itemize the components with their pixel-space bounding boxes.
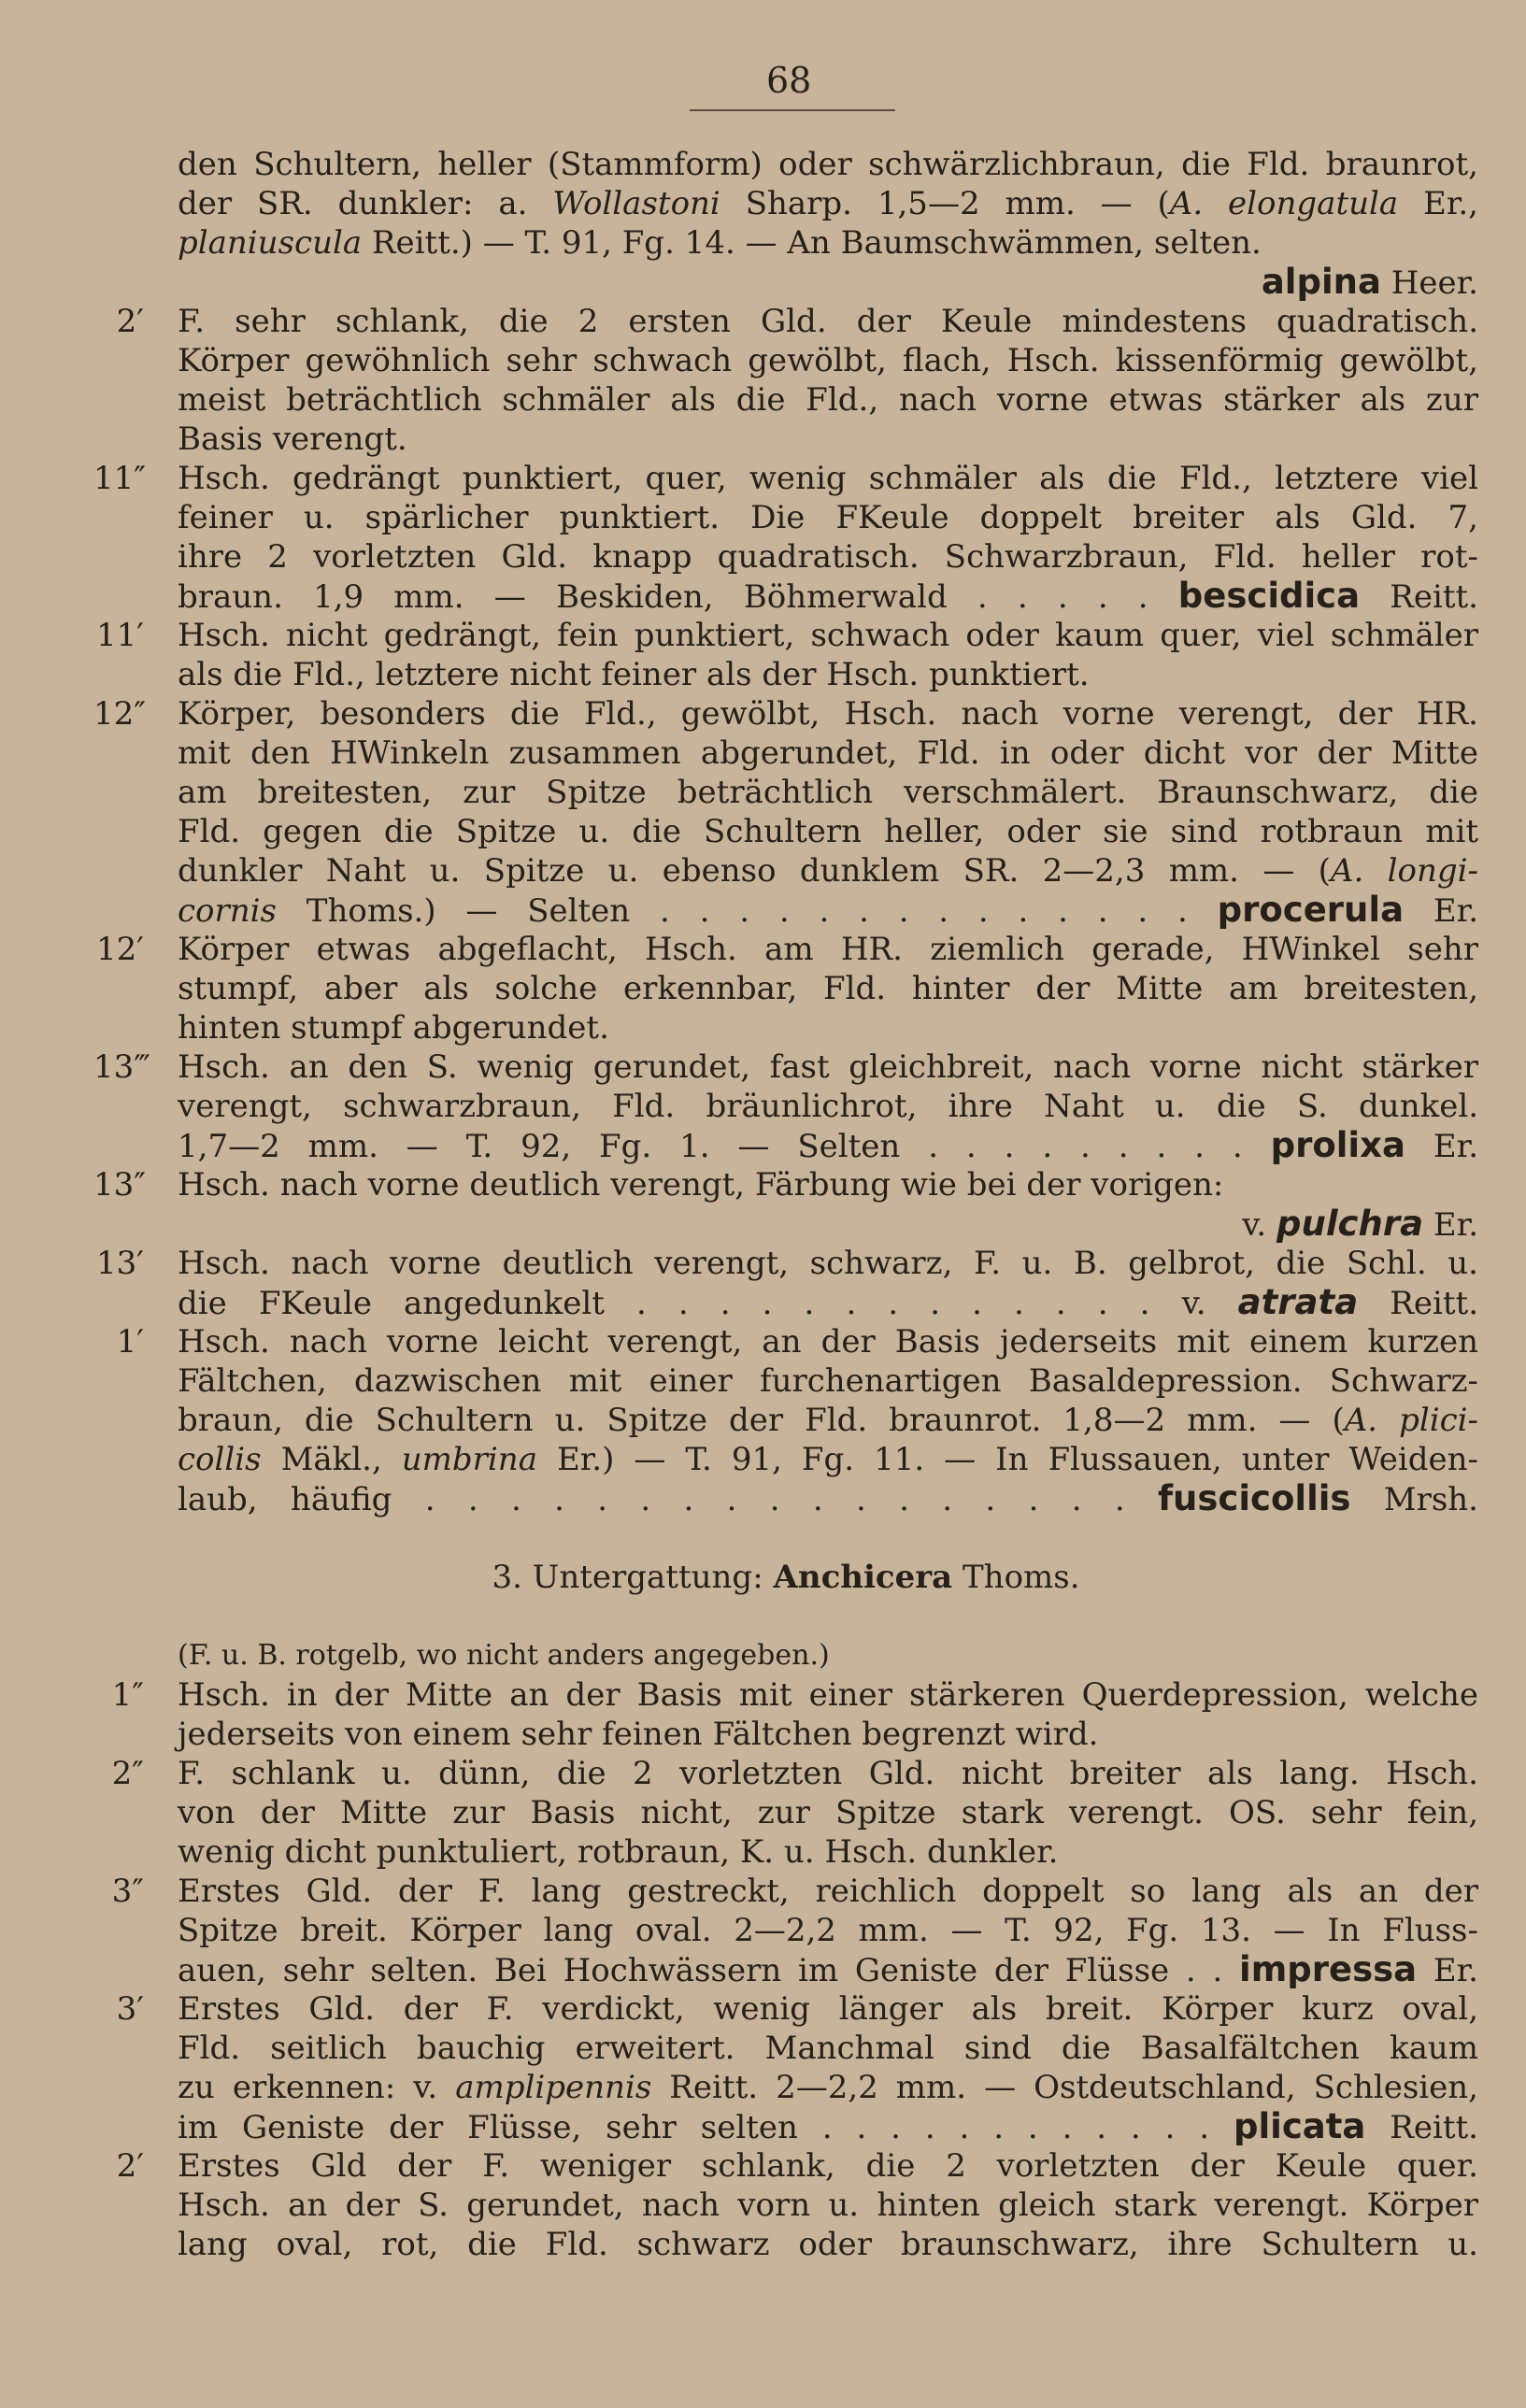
text-segment: Erstes Gld der F. weniger schlank, die 2 vorletzten der Keule quer. — [178, 2147, 1478, 2185]
text-line — [93, 263, 1478, 302]
text-segment: den Schultern, heller (Stammform) oder schwärzlichbraun, die Fld. braunrot, — [178, 146, 1478, 183]
text-segment: Hsch. nicht gedrängt, fein punktiert, schwach oder kaum quer, viel schmäler — [178, 617, 1478, 654]
couplet-number: 13″ — [93, 1166, 146, 1204]
text-line — [93, 1440, 1478, 1479]
couplet-number: 13′ — [96, 1245, 144, 1282]
text-segment: braun. 1,9 mm. — Beskiden, Böhmerwald . . . . . — [178, 578, 1178, 616]
italic-text: A. longi- — [1330, 852, 1478, 890]
species-name: pulchra — [1276, 1204, 1424, 1244]
italic-text: umbrina — [401, 1441, 537, 1478]
text-segment: der SR. dunkler: a. — [178, 185, 553, 222]
italic-text: collis — [178, 1441, 262, 1478]
text-line — [93, 930, 1478, 969]
text-line — [93, 459, 1478, 498]
header-rule — [690, 109, 895, 111]
text-segment: F. schlank u. dünn, die 2 vorletzten Gld. nicht breiter als lang. Hsch. — [178, 1755, 1478, 1792]
text-segment: Reitt. — [1358, 1285, 1479, 1322]
text-segment: (F. u. B. rotgelb, wo nicht anders angegeben.) — [178, 1639, 830, 1672]
couplet-number: 2′ — [116, 2147, 144, 2185]
text-segment: Hsch. an der S. gerundet, nach vorn u. hinten gleich stark verengt. Körper — [178, 2187, 1478, 2224]
text-segment: Heer. — [1380, 264, 1478, 302]
couplet-number: 2′ — [116, 303, 144, 340]
text-segment: Er. — [1405, 1128, 1478, 1165]
text-segment: braun, die Schultern u. Spitze der Fld. braunrot. 1,8—2 mm. — ( — [178, 1402, 1345, 1439]
text-segment: die FKeule angedunkelt . . . . . . . . . . . . . v. — [178, 1285, 1238, 1322]
text-segment: Er., — [1398, 185, 1478, 222]
text-line — [93, 1244, 1478, 1283]
text-segment: v. — [1242, 1206, 1277, 1244]
couplet-number: 11″ — [93, 460, 146, 497]
text-segment: Fld. gegen die Spitze u. die Schultern heller, oder sie sind rotbraun mit — [178, 813, 1478, 850]
page-number: 68 — [766, 60, 812, 101]
subgenus-name: Anchicera — [773, 1559, 953, 1596]
italic-text: cornis — [178, 892, 277, 930]
text-segment: Er. — [1404, 892, 1479, 930]
text-line — [93, 773, 1478, 812]
species-name: alpina — [1261, 262, 1381, 302]
couplet-number: 12″ — [93, 695, 146, 733]
text-line — [93, 694, 1478, 734]
text-segment: Erstes Gld. der F. verdickt, wenig länger als breit. Körper kurz oval, — [178, 1990, 1478, 2028]
text-line — [93, 223, 1478, 263]
text-segment: Thoms.) — Selten . . . . . . . . . . . . . . — [276, 892, 1218, 930]
blank-line — [93, 1518, 1478, 1558]
text-segment: Hsch. an den S. wenig gerundet, fast gleichbreit, nach vorne nicht stärker — [178, 1048, 1478, 1086]
text-segment: Hsch. nach vorne deutlich verengt, schwarz, F. u. B. gelbrot, die Schl. u. — [178, 1245, 1478, 1282]
text-segment: stumpf, aber als solche erkennbar, Fld. hinter der Mitte am breitesten, — [178, 970, 1478, 1007]
text-segment: Reitt.) — T. 91, Fg. 14. — An Baumschwämmen, selten. — [362, 224, 1262, 262]
text-segment: 3. Untergattung: — [492, 1559, 774, 1596]
text-segment: zu erkennen: v. — [178, 2069, 456, 2106]
text-line — [93, 1754, 1478, 1793]
text-line — [93, 1008, 1478, 1047]
text-segment: Hsch. gedrängt punktiert, quer, wenig schmäler als die Fld., letztere viel — [178, 460, 1478, 497]
text-segment: 1,7—2 mm. — T. 92, Fg. 1. — Selten . . . . . . . . . — [178, 1128, 1271, 1165]
text-segment: Reitt. — [1365, 2109, 1478, 2146]
text-line — [93, 2225, 1478, 2264]
text-segment: Er. — [1417, 1952, 1478, 1989]
text-line — [93, 1087, 1478, 1126]
text-segment: F. sehr schlank, die 2 ersten Gld. der Keule mindestens quadratisch. — [178, 303, 1478, 340]
text-line — [93, 1322, 1478, 1361]
text-line — [93, 537, 1478, 577]
text-segment: Er.) — T. 91, Fg. 11. — In Flussauen, unter Weiden- — [536, 1441, 1478, 1478]
text-line — [93, 1872, 1478, 1911]
couplet-number: 3′ — [116, 1990, 144, 2028]
text-line — [93, 145, 1478, 184]
text-line — [93, 498, 1478, 537]
text-segment: Reitt. 2—2,2 mm. — Ostdeutschland, Schlesien, — [651, 2069, 1478, 2106]
text-line — [93, 812, 1478, 851]
text-segment: Thoms. — [952, 1559, 1080, 1596]
text-line — [93, 1126, 1478, 1165]
text-segment: Er. — [1423, 1206, 1478, 1244]
species-name: prolixa — [1270, 1125, 1405, 1165]
text-segment: hinten stumpf abgerundet. — [178, 1009, 609, 1047]
species-name: impressa — [1239, 1949, 1418, 1989]
text-line — [93, 1204, 1478, 1244]
text-line — [93, 1793, 1478, 1832]
couplet-number: 13‴ — [93, 1048, 150, 1086]
text-segment: verengt, schwarzbraun, Fld. bräunlichrot, ihre Naht u. die S. dunkel. — [178, 1088, 1478, 1125]
text-segment: Basis verengt. — [178, 420, 407, 458]
text-segment: von der Mitte zur Basis nicht, zur Spitze stark verengt. OS. sehr fein, — [178, 1794, 1478, 1831]
text-segment: Hsch. nach vorne leicht verengt, an der Basis jederseits mit einem kurzen — [178, 1323, 1478, 1361]
italic-text: planiuscula — [178, 224, 363, 262]
body-text — [93, 145, 1478, 2264]
text-segment: Spitze breit. Körper lang oval. 2—2,2 mm. — T. 92, Fg. 13. — In Fluss- — [178, 1912, 1478, 1949]
text-segment: Hsch. nach vorne deutlich verengt, Färbung wie bei der vorigen: — [178, 1166, 1224, 1204]
text-line — [93, 655, 1478, 694]
couplet-number: 2″ — [111, 1755, 144, 1792]
text-line — [93, 1479, 1478, 1518]
italic-text: A. elongatula — [1169, 185, 1399, 222]
couplet-number: 1″ — [111, 1676, 144, 1714]
text-segment: Körper, besonders die Fld., gewölbt, Hsch. nach vorne verengt, der HR. — [178, 695, 1478, 733]
species-name: procerula — [1217, 890, 1405, 930]
text-segment: Körper gewöhnlich sehr schwach gewölbt, flach, Hsch. kissenförmig gewölbt, — [178, 342, 1478, 379]
text-segment: im Geniste der Flüsse, sehr selten . . . . . . . . . . . . — [178, 2109, 1234, 2146]
text-segment: Reitt. — [1360, 578, 1478, 616]
species-name: plicata — [1233, 2106, 1366, 2146]
text-line — [93, 891, 1478, 930]
couplet-number: 12′ — [96, 931, 144, 968]
text-segment: am breitesten, zur Spitze beträchtlich verschmälert. Braunschwarz, die — [178, 774, 1478, 811]
text-line — [93, 1715, 1478, 1754]
text-line — [93, 341, 1478, 380]
text-line — [93, 2029, 1478, 2068]
text-line — [93, 969, 1478, 1008]
text-segment: feiner u. spärlicher punktiert. Die FKeule doppelt breiter als Gld. 7, — [178, 499, 1478, 536]
text-segment: Fältchen, dazwischen mit einer furchenartigen Basaldepression. Schwarz- — [178, 1362, 1478, 1400]
text-line — [93, 1558, 1478, 1597]
text-line — [93, 1165, 1478, 1204]
text-segment: Hsch. in der Mitte an der Basis mit einer stärkeren Querdepression, welche — [178, 1676, 1478, 1714]
text-segment: jederseits von einem sehr feinen Fältchen begrenzt wird. — [178, 1716, 1099, 1753]
text-segment: Sharp. 1,5—2 mm. — ( — [720, 185, 1170, 222]
text-segment: mit den HWinkeln zusammen abgerundet, Fld. in oder dicht vor der Mitte — [178, 734, 1478, 772]
text-segment: Fld. seitlich bauchig erweitert. Manchmal sind die Basalfältchen kaum — [178, 2030, 1478, 2067]
italic-text: amplipennis — [455, 2069, 652, 2106]
text-line — [93, 184, 1478, 223]
text-line — [93, 1401, 1478, 1440]
text-line — [93, 1832, 1478, 1872]
text-segment: lang oval, rot, die Fld. schwarz oder braunschwarz, ihre Schultern u. — [178, 2226, 1478, 2263]
text-line — [93, 1911, 1478, 1950]
species-name: fuscicollis — [1157, 1478, 1351, 1518]
text-segment: Mrsh. — [1350, 1481, 1478, 1518]
text-segment: ihre 2 vorletzten Gld. knapp quadratisch. Schwarzbraun, Fld. heller rot- — [178, 538, 1478, 576]
text-segment: meist beträchtlich schmäler als die Fld., nach vorne etwas stärker als zur — [178, 381, 1478, 419]
text-line — [93, 302, 1478, 341]
italic-text: Wollastoni — [552, 185, 720, 222]
text-line — [93, 380, 1478, 420]
text-segment: dunkler Naht u. Spitze u. ebenso dunklem SR. 2—2,3 mm. — ( — [178, 852, 1331, 890]
text-line — [93, 1361, 1478, 1401]
blank-line — [93, 1597, 1478, 1636]
text-line — [93, 1636, 1478, 1675]
text-line — [93, 2146, 1478, 2186]
text-line — [93, 1675, 1478, 1715]
couplet-number: 3″ — [111, 1873, 144, 1910]
text-segment: wenig dicht punktuliert, rotbraun, K. u. Hsch. dunkler. — [178, 1833, 1059, 1871]
text-line — [93, 616, 1478, 655]
text-line — [93, 1989, 1478, 2029]
text-line — [93, 577, 1478, 616]
text-line — [93, 2186, 1478, 2225]
text-line — [93, 1950, 1478, 1989]
text-segment: Mäkl., — [261, 1441, 402, 1478]
text-line — [93, 420, 1478, 459]
text-segment: Körper etwas abgeflacht, Hsch. am HR. ziemlich gerade, HWinkel sehr — [178, 931, 1478, 968]
couplet-number: 1′ — [116, 1323, 144, 1361]
couplet-number: 11′ — [96, 617, 144, 654]
text-segment: Erstes Gld. der F. lang gestreckt, reichlich doppelt so lang als an der — [178, 1873, 1478, 1910]
text-segment: als die Fld., letztere nicht feiner als der Hsch. punktiert. — [178, 656, 1090, 693]
text-line — [93, 1047, 1478, 1087]
species-name: bescidica — [1177, 576, 1361, 616]
text-line — [93, 851, 1478, 891]
text-line — [93, 734, 1478, 773]
text-line — [93, 1283, 1478, 1322]
text-segment: laub, häufig . . . . . . . . . . . . . . . . . — [178, 1481, 1158, 1518]
text-line — [93, 2068, 1478, 2107]
text-segment: auen, sehr selten. Bei Hochwässern im Geniste der Flüsse . . — [178, 1952, 1240, 1989]
species-name: atrata — [1237, 1282, 1359, 1322]
italic-text: A. plici- — [1344, 1402, 1479, 1439]
text-line — [93, 2107, 1478, 2146]
